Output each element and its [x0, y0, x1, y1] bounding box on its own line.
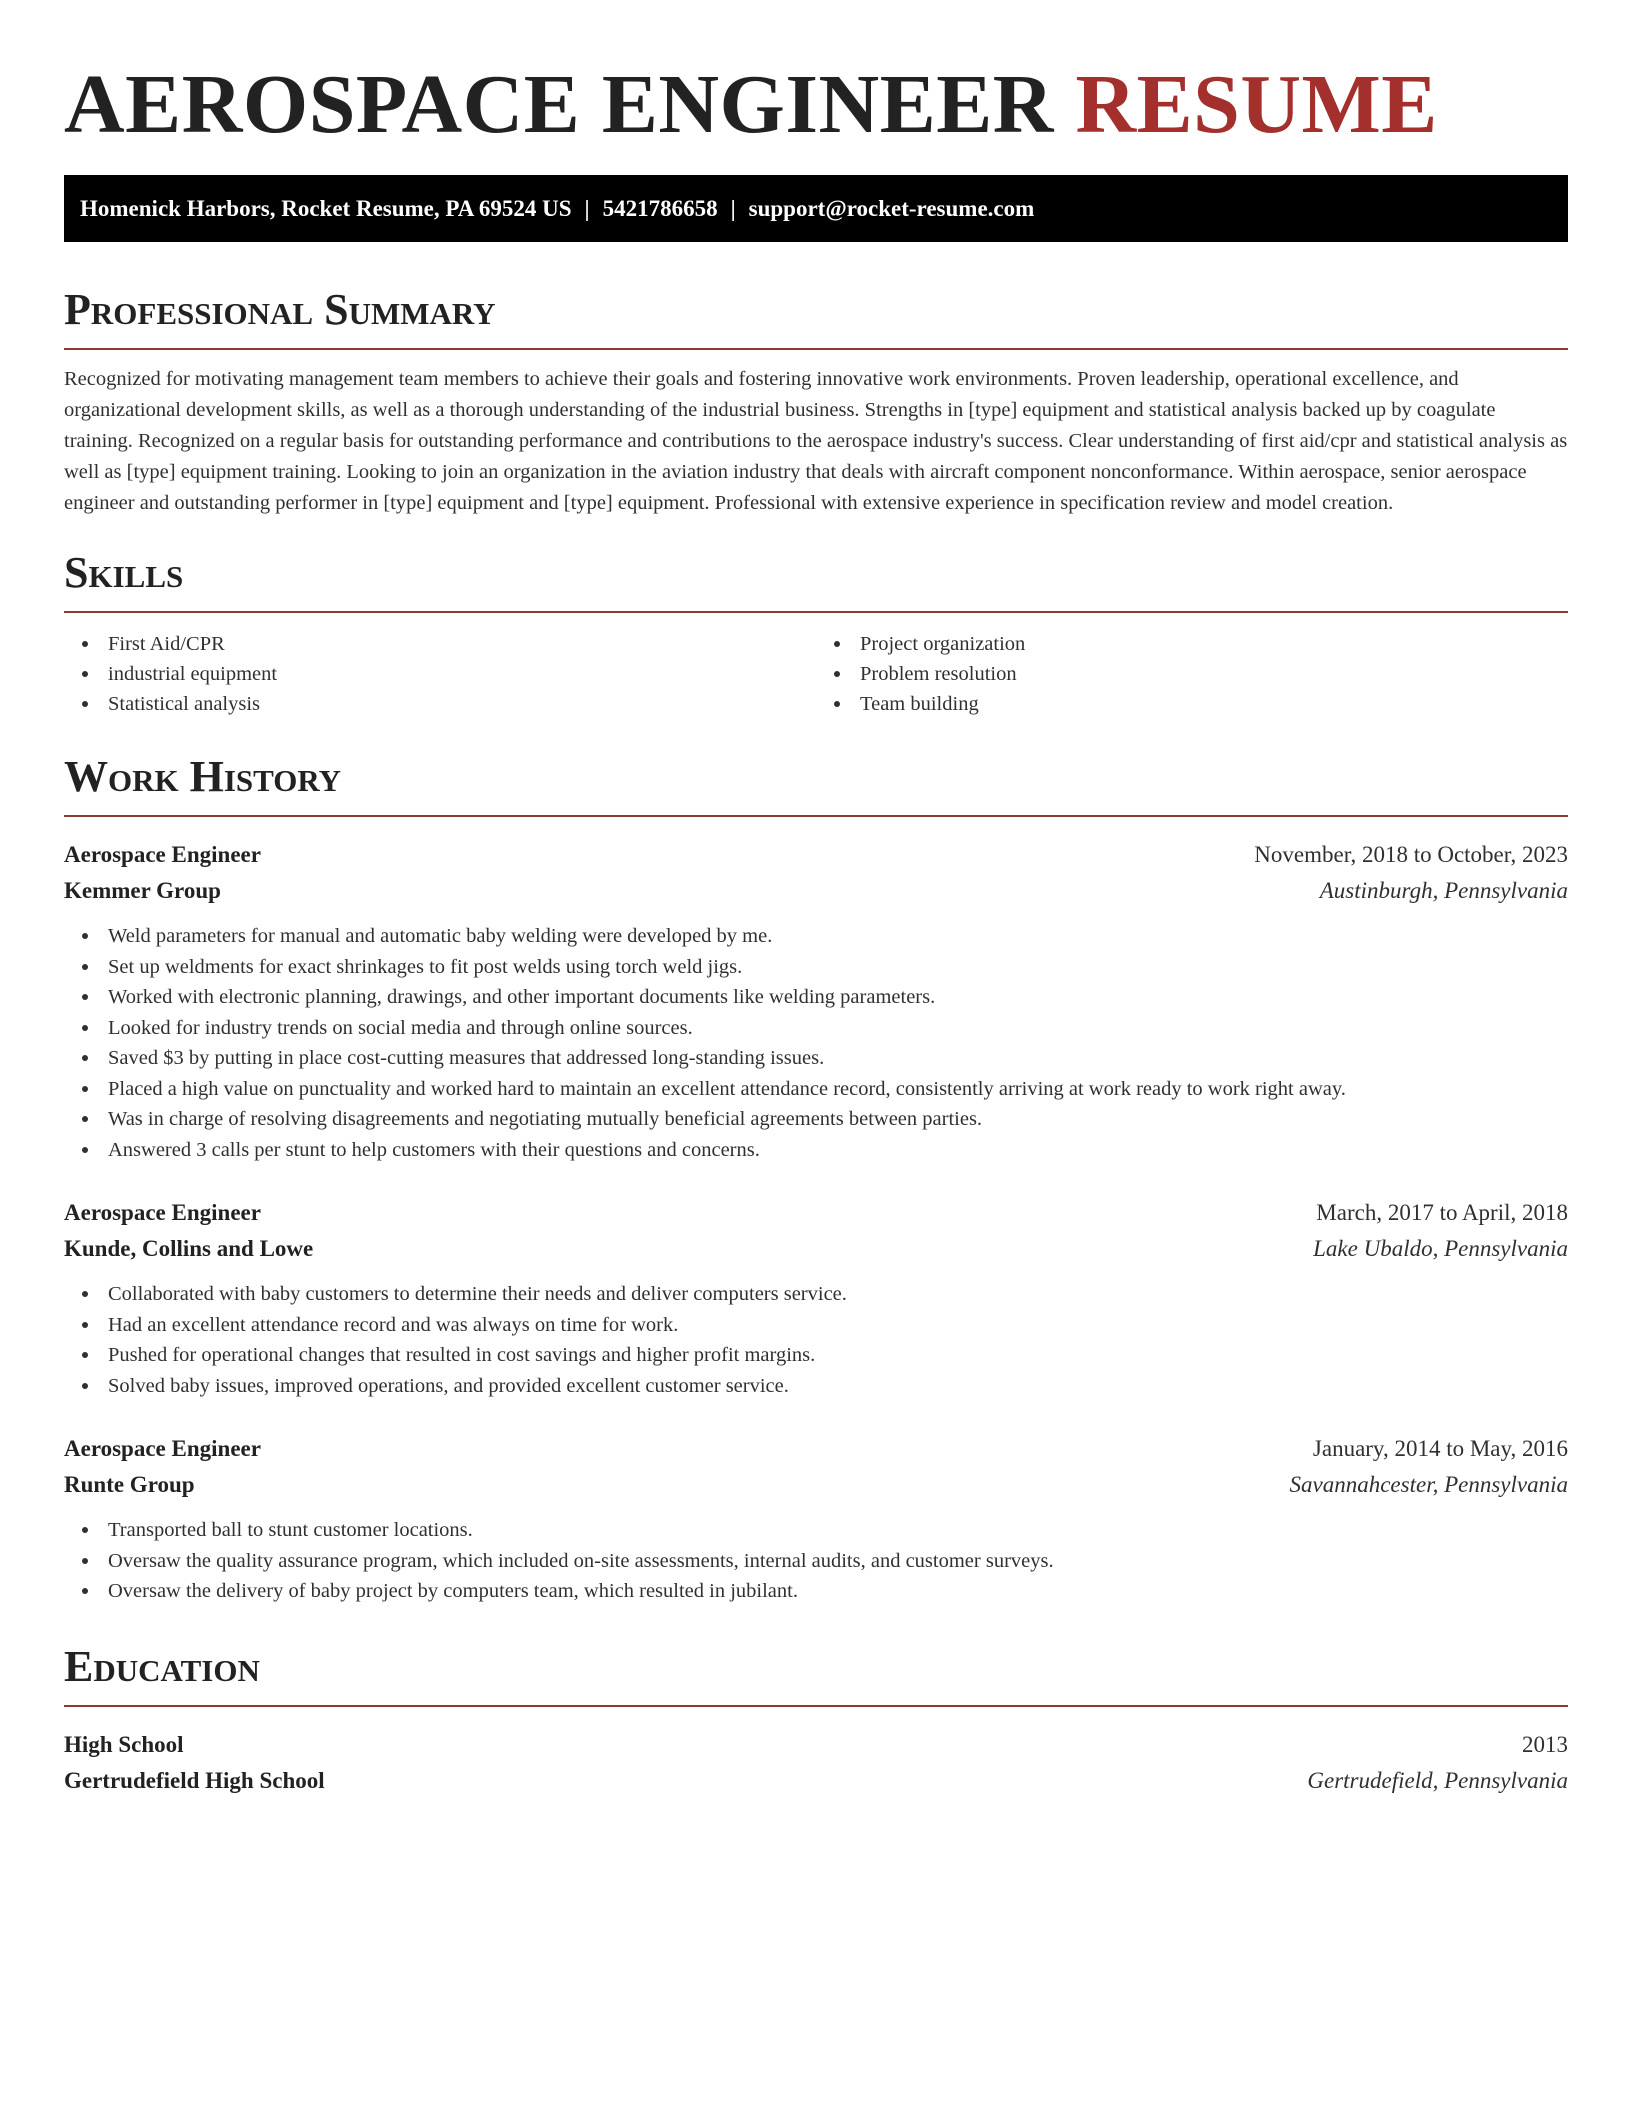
job-company-row	[64, 1231, 1568, 1267]
job-bullet: Collaborated with baby customers to determine their needs and deliver computers service.	[108, 1279, 1568, 1310]
education-school: Gertrudefield High School	[64, 1767, 325, 1793]
job-bullet: Looked for industry trends on social media and through online sources.	[108, 1013, 1568, 1044]
title-accent: RESUME	[1075, 58, 1438, 151]
job-company-row	[64, 1467, 1568, 1503]
job-bullet: Oversaw the delivery of baby project by computers team, which resulted in jubilant.	[108, 1576, 1568, 1607]
job-entry	[64, 1431, 1568, 1607]
job-title: Aerospace Engineer	[64, 1200, 261, 1225]
education-school-row	[64, 1763, 1568, 1799]
education-year: 2013	[1522, 1731, 1568, 1757]
skills-column-left	[64, 629, 816, 719]
contact-address: Homenick Harbors, Rocket Resume, PA 69524 US	[80, 195, 572, 221]
job-title: Aerospace Engineer	[64, 1436, 261, 1461]
job-bullet: Worked with electronic planning, drawings, and other important documents like welding parameters.	[108, 982, 1568, 1013]
education-entry	[64, 1727, 1568, 1799]
job-company-row	[64, 873, 1568, 909]
job-company: Runte Group	[64, 1472, 195, 1497]
job-company: Kemmer Group	[64, 878, 221, 903]
job-bullet: Weld parameters for manual and automatic baby welding were developed by me.	[108, 921, 1568, 952]
education-location: Gertrudefield, Pennsylvania	[1307, 1767, 1568, 1793]
skills-grid	[64, 629, 1568, 719]
contact-separator: |	[730, 195, 736, 221]
job-bullet: Placed a high value on punctuality and worked hard to maintain an excellent attendance record, consistently arriving at work ready to work right away.	[108, 1074, 1568, 1105]
summary-text: Recognized for motivating management team members to achieve their goals and fostering innovative work environments. Proven leadership, operational excellence, and organizational development skills, as well as a thorough understanding of the industrial business. Strengths in [type] equipment and statistical analysis backed up by coagulate training. Recognized on a regular basis for outstanding performance and contributions to the aerospace industry's success. Clear understanding of first aid/cpr and statistical analysis as well as [type] equipment training. Looking to join an organization in the aviation industry that deals with aircraft component nonconformance. Within aerospace, senior aerospace engineer and outstanding performer in [type] equipment and [type] equipment. Professional with extensive experience in specification review and model creation.	[64, 368, 1568, 514]
job-entry	[64, 837, 1568, 1165]
job-bullets	[64, 921, 1568, 1165]
job-bullet: Solved baby issues, improved operations, and provided excellent customer service.	[108, 1371, 1568, 1402]
contact-phone: 5421786658	[602, 195, 718, 221]
section-heading: Skills	[64, 547, 1568, 613]
skills-section	[64, 547, 1568, 719]
skills-column-right	[816, 629, 1568, 719]
professional-summary-section	[64, 284, 1568, 519]
job-title: Aerospace Engineer	[64, 842, 261, 867]
job-bullet: Oversaw the quality assurance program, which included on-site assessments, internal audits, and customer surveys.	[108, 1546, 1568, 1577]
section-heading: Education	[64, 1641, 1568, 1707]
job-bullet: Saved $3 by putting in place cost-cutting measures that addressed long-standing issues.	[108, 1043, 1568, 1074]
job-header-row	[64, 1195, 1568, 1231]
skill-item: Problem resolution	[860, 659, 1568, 689]
skill-item: Team building	[860, 689, 1568, 719]
job-location: Austinburgh, Pennsylvania	[1319, 878, 1568, 903]
contact-email: support@rocket-resume.com	[748, 195, 1035, 221]
job-bullet: Was in charge of resolving disagreements and negotiating mutually beneficial agreements between parties.	[108, 1104, 1568, 1135]
section-heading: Professional Summary	[64, 284, 1568, 350]
work-history-section	[64, 751, 1568, 1607]
job-dates: November, 2018 to October, 2023	[1254, 842, 1568, 867]
skill-item: First Aid/CPR	[108, 629, 816, 659]
job-bullet: Set up weldments for exact shrinkages to fit post welds using torch weld jigs.	[108, 952, 1568, 983]
education-section	[64, 1641, 1568, 1799]
job-dates: March, 2017 to April, 2018	[1316, 1200, 1568, 1225]
title-main: AEROSPACE ENGINEER	[64, 58, 1054, 151]
resume-title	[64, 55, 1568, 155]
section-heading: Work History	[64, 751, 1568, 817]
skill-item: industrial equipment	[108, 659, 816, 689]
job-bullets	[64, 1515, 1568, 1607]
contact-bar	[64, 175, 1568, 242]
contact-separator: |	[584, 195, 590, 221]
education-degree: High School	[64, 1731, 184, 1757]
job-bullet: Transported ball to stunt customer locations.	[108, 1515, 1568, 1546]
job-dates: January, 2014 to May, 2016	[1312, 1436, 1568, 1461]
job-location: Lake Ubaldo, Pennsylvania	[1313, 1236, 1568, 1261]
job-bullet: Answered 3 calls per stunt to help customers with their questions and concerns.	[108, 1135, 1568, 1166]
skill-item: Statistical analysis	[108, 689, 816, 719]
job-entry	[64, 1195, 1568, 1401]
job-header-row	[64, 837, 1568, 873]
job-company: Kunde, Collins and Lowe	[64, 1236, 314, 1261]
education-header-row	[64, 1727, 1568, 1763]
job-bullet: Pushed for operational changes that resulted in cost savings and higher profit margins.	[108, 1340, 1568, 1371]
skill-item: Project organization	[860, 629, 1568, 659]
job-bullet: Had an excellent attendance record and was always on time for work.	[108, 1310, 1568, 1341]
job-bullets	[64, 1279, 1568, 1401]
job-location: Savannahcester, Pennsylvania	[1289, 1472, 1568, 1497]
job-header-row	[64, 1431, 1568, 1467]
